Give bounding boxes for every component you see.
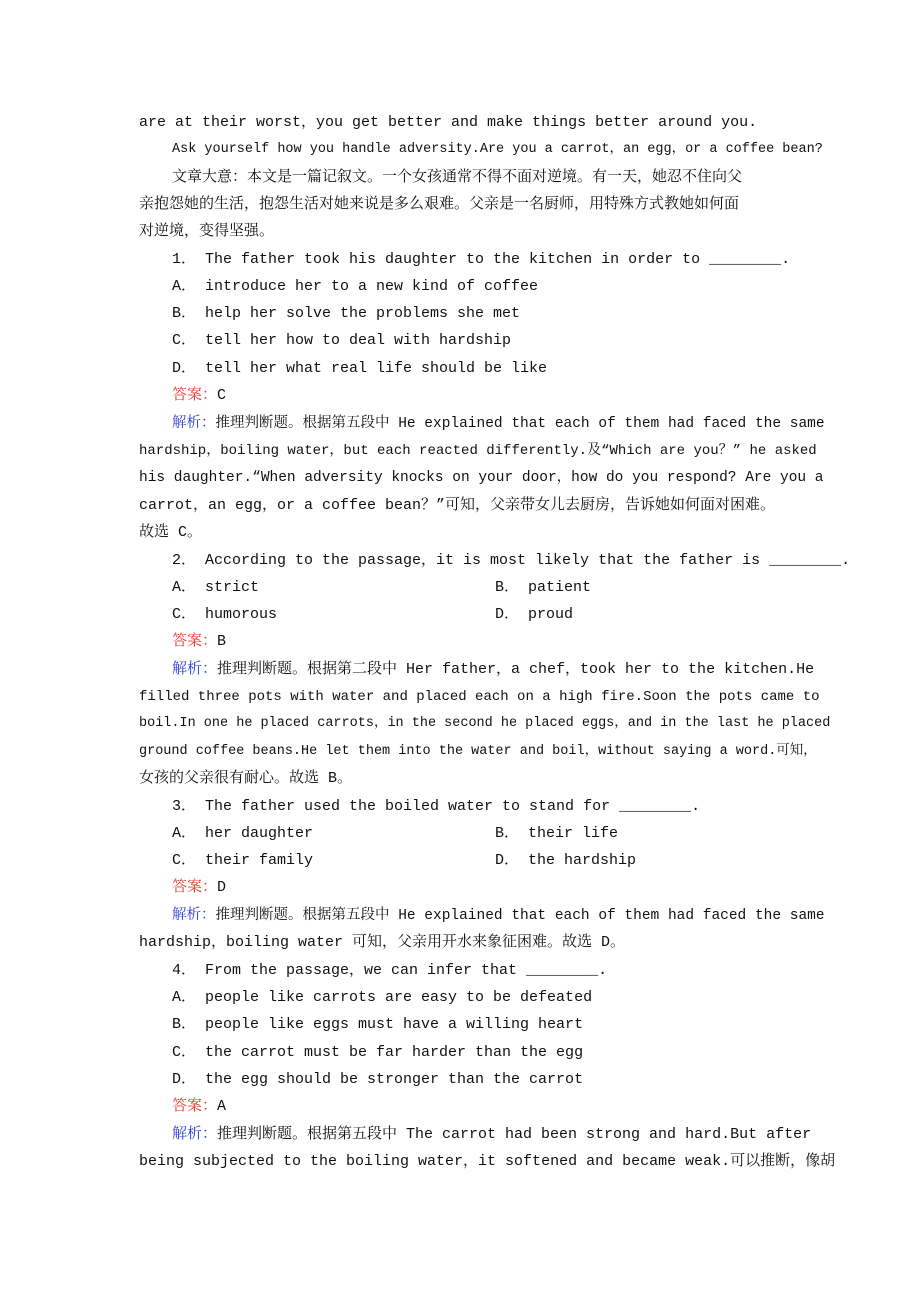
analysis-line: carrot，an egg，or a coffee bean？”可知，父亲带女儿去厨房，告诉她如何面对困难。: [139, 497, 776, 514]
analysis-line: being subjected to the boiling water，it softened and became weak.可以推断，像胡: [139, 1153, 836, 1170]
question-stem: 1． The father took his daughter to the kitchen in order to ________.: [172, 251, 791, 268]
option: B． help her solve the problems she met: [172, 305, 521, 322]
analysis-line: 故选 C。: [139, 524, 203, 541]
answer-line: [172, 386, 872, 406]
answer-value: D: [217, 879, 227, 896]
analysis-line: 解析：推理判断题。根据第五段中 The carrot had been strong and hard.But after: [172, 1126, 812, 1143]
answer-label: 答案：: [172, 879, 218, 896]
option: B． people like eggs must have a willing heart: [172, 1016, 584, 1033]
answer-line: [172, 1097, 872, 1117]
analysis-line: hardship，boiling water 可知，父亲用开水来象征困难。故选 D。: [139, 934, 626, 951]
option: A． her daughter: [172, 825, 314, 842]
option: C． tell her how to deal with hardship: [172, 332, 512, 349]
answer-line: [172, 878, 872, 898]
answer-label: 答案：: [172, 387, 218, 404]
analysis-line: filled three pots with water and placed each on a high fire.Soon the pots came to: [139, 689, 820, 705]
option: C． the carrot must be far harder than the egg: [172, 1044, 584, 1061]
analysis-line: boil.In one he placed carrots，in the second he placed eggs，and in the last he placed: [139, 716, 831, 731]
option: B． patient: [495, 579, 592, 596]
answer-value: C: [217, 387, 227, 404]
analysis-line: 解析：推理判断题。根据第五段中 He explained that each of them had faced the same: [172, 416, 825, 432]
option: A． introduce her to a new kind of coffee: [172, 278, 539, 295]
option: B． their life: [495, 825, 619, 842]
analysis-label: 解析：: [172, 416, 216, 432]
summary-label: 文章大意：: [172, 169, 248, 186]
answer-value: B: [217, 633, 227, 650]
answer-line: [172, 632, 872, 652]
option: D． proud: [495, 606, 574, 623]
answer-value: A: [217, 1098, 227, 1115]
analysis-line: 解析：推理判断题。根据第二段中 Her father，a chef，took her to the kitchen.He: [172, 661, 815, 678]
analysis-label: 解析：: [172, 1126, 218, 1143]
analysis-line: 女孩的父亲很有耐心。故选 B。: [139, 770, 353, 787]
option: A． people like carrots are easy to be defeated: [172, 989, 593, 1006]
answer-label: 答案：: [172, 1098, 218, 1115]
analysis-label: 解析：: [172, 908, 216, 924]
option: D． tell her what real life should be like: [172, 360, 548, 377]
summary-line: 对逆境，变得坚强。: [139, 223, 275, 240]
summary-line: 文章大意：本文是一篇记叙文。一个女孩通常不得不面对逆境。有一天，她忍不住向父: [172, 169, 743, 186]
option: C． humorous: [172, 606, 278, 623]
question-stem: 2． According to the passage，it is most likely that the father is ________.: [172, 552, 851, 569]
answer-label: 答案：: [172, 633, 218, 650]
summary-line: 亲抱怨她的生活，抱怨生活对她来说是多么艰难。父亲是一名厨师，用特殊方式教她如何面: [139, 196, 740, 213]
analysis-line: hardship，boiling water，but each reacted differently.及“Which are you？” he asked: [139, 443, 817, 459]
question-stem: 4． From the passage，we can infer that ________.: [172, 962, 608, 979]
option: D． the hardship: [495, 852, 637, 869]
option: D． the egg should be stronger than the carrot: [172, 1071, 584, 1088]
analysis-label: 解析：: [172, 661, 218, 678]
option: A． strict: [172, 579, 260, 596]
passage-line: Ask yourself how you handle adversity.Are you a carrot，an egg，or a coffee bean?: [172, 142, 823, 157]
analysis-line: 解析：推理判断题。根据第五段中 He explained that each of them had faced the same: [172, 908, 825, 924]
passage-line: are at their worst，you get better and make things better around you.: [139, 114, 758, 131]
analysis-line: ground coffee beans.He let them into the water and boil，without saying a word.可知，: [139, 744, 817, 759]
option: C． their family: [172, 852, 314, 869]
analysis-line: his daughter.“When adversity knocks on your door，how do you respond? Are you a: [139, 470, 824, 486]
question-stem: 3． The father used the boiled water to stand for ________.: [172, 798, 701, 815]
